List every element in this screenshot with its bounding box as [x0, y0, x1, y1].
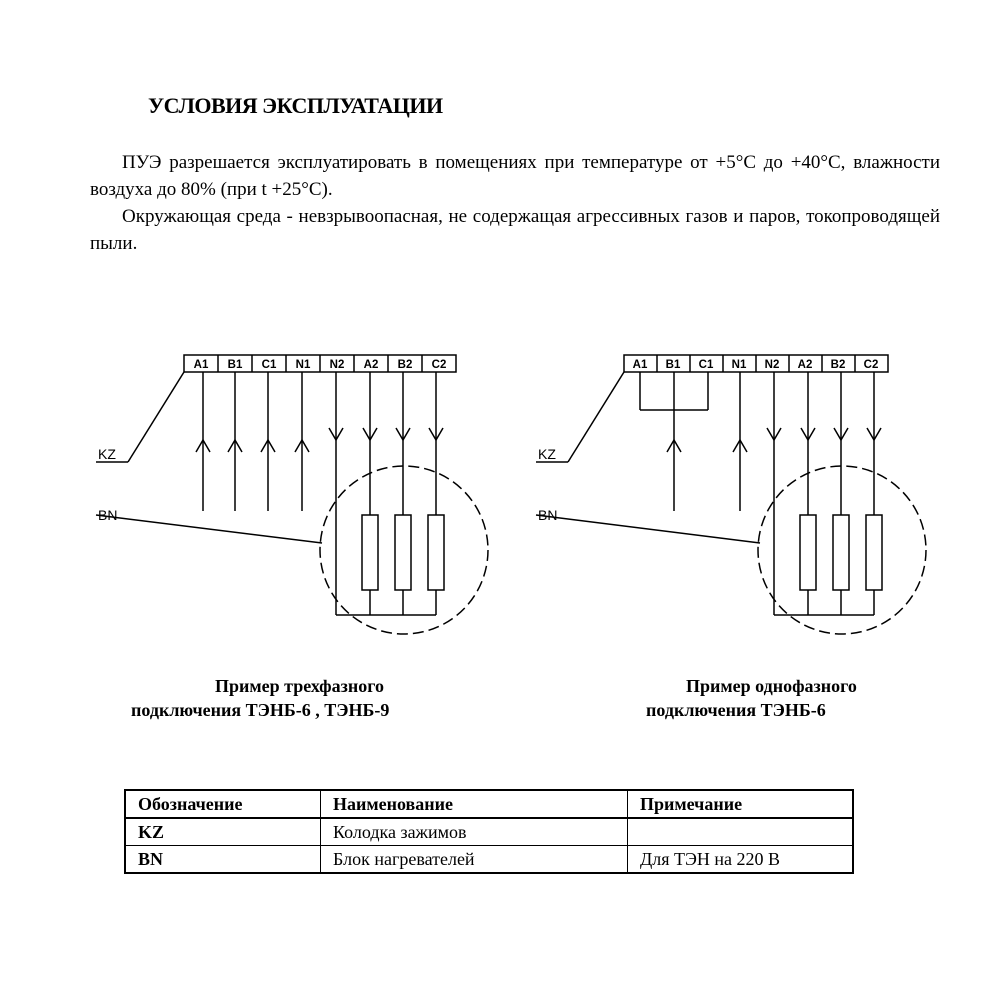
- row-code: KZ: [125, 818, 321, 846]
- terminal-label: N1: [731, 359, 747, 371]
- terminal-label: B1: [665, 359, 681, 371]
- terminal-label: N1: [295, 359, 311, 371]
- table-row: [125, 846, 853, 874]
- row-code: BN: [125, 846, 321, 874]
- terminal-label: N2: [764, 359, 780, 371]
- caption-three-phase-line1: Пример трехфазного: [215, 676, 384, 696]
- three-phase-diagram: [96, 355, 488, 634]
- heater-block-circle-left: [320, 466, 488, 634]
- terminal-label: B2: [397, 359, 413, 371]
- heater-element: [362, 515, 378, 590]
- header-name: Наименование: [321, 790, 628, 818]
- legend-table: [124, 789, 854, 874]
- row-note: Для ТЭН на 220 В: [628, 846, 854, 874]
- table-row: [125, 818, 853, 846]
- legend-header-row: [125, 790, 853, 818]
- heater-element: [428, 515, 444, 590]
- kz-label-right: KZ: [538, 446, 556, 462]
- bn-label-right: BN: [538, 507, 558, 523]
- header-note: Примечание: [628, 790, 854, 818]
- terminal-label: N2: [329, 359, 345, 371]
- terminal-label: C2: [863, 359, 879, 371]
- terminal-label: C1: [261, 359, 277, 371]
- terminal-label: A2: [797, 359, 813, 371]
- terminal-label: A1: [632, 359, 648, 371]
- heater-element: [866, 515, 882, 590]
- terminal-label: B2: [830, 359, 846, 371]
- row-name: Колодка зажимов: [321, 818, 628, 846]
- header-designation: Обозначение: [125, 790, 321, 818]
- caption-single-phase-line2: подключения ТЭНБ-6: [646, 700, 826, 720]
- terminal-label: A1: [193, 359, 209, 371]
- caption-single-phase-line1: Пример однофазного: [686, 676, 857, 696]
- terminal-label: B1: [227, 359, 243, 371]
- caption-three-phase-line2: подключения ТЭНБ-6 , ТЭНБ-9: [131, 700, 390, 720]
- heater-block-circle-right: [758, 466, 926, 634]
- single-phase-diagram: [536, 355, 926, 634]
- terminal-label: C2: [431, 359, 447, 371]
- terminal-label: A2: [363, 359, 379, 371]
- heater-element: [833, 515, 849, 590]
- row-name: Блок нагревателей: [321, 846, 628, 874]
- row-note: [628, 818, 854, 846]
- kz-label-left: KZ: [98, 446, 116, 462]
- section-heading: УСЛОВИЯ ЭКСПЛУАТАЦИИ: [148, 93, 443, 118]
- heater-element: [395, 515, 411, 590]
- paragraph-conditions: ПУЭ разрешается эксплуатировать в помещениях при температуре от +5°С до +40°С, влажности воздуха до 80% (при t +25°С).: [90, 152, 940, 200]
- paragraph-environment: Окружающая среда - невзрывоопасная, не содержащая агрессивных газов и паров, токопроводящей пыли.: [90, 206, 940, 254]
- terminal-label: C1: [698, 359, 714, 371]
- heater-element: [800, 515, 816, 590]
- bn-label-left: BN: [98, 507, 118, 523]
